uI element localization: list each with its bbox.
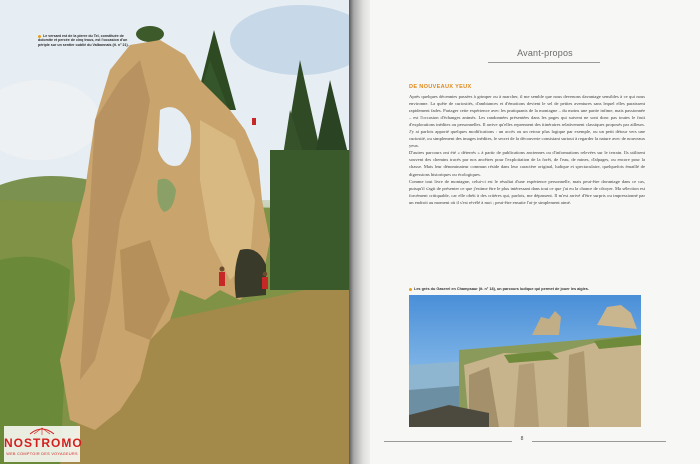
paragraph: Après quelques décennies passées à grimper ou à marcher, il me semble que nous devenons davantage sensibles à ce qui nous environne. La quête de curiosités, d'ambiances et d'émotions devient le sel de petites aventures sans lequel elles paraissent rapidement fades. Partager cette expérience avec les pratiquants de la montagne – du moins une partie infime, mais passionnée – est l'occasion d'échanges animés. Les randonnées présentées dans les pages qui suivent ne sont donc pas toutes le fruit d'explorations inédites ou personnelles. Il arrive qu'elles reprennent des itinéraires relativement classiques proposés par ailleurs. J'y ai parfois apporté quelques modifications : un accès ou un retour plus logique par exemple, ou un petit détour vers une curiosité, ou simplement des images inédites, le secret de la découverte consistant surtout à regarder la nature avec de nouveaux yeux. (409, 94, 645, 149)
caption-bullet-icon (38, 35, 41, 38)
footer-rule-left (384, 441, 512, 442)
photo-caption (38, 34, 130, 47)
cliff-landscape-image (409, 295, 641, 427)
footer-rule-right (532, 441, 666, 442)
cliff-photo-caption (409, 287, 649, 291)
paragraph: D'autres parcours ont été « déterrés » à partir de publications anciennes ou d'informations relevées sur le terrain. Ils utilisent souvent des chemins tracés par nos ancêtres pour l'exploitation de la forêt, de l'eau, de mines, d'alpages, ou encore pour la chasse. Mais leur dénominateur commun réside dans leur caractère original, ludique et spectaculaire, quelquefois émaillé de digressions historiques ou écologiques. (409, 150, 645, 177)
cliff-photo-caption-text: Les grès du Gaserel en Champsaur (it. n° 18), un parcours ludique qui permet de jouer les aigles. (414, 287, 589, 291)
paragraph: Comme tout livre de montagne, celui-ci est le résultat d'une expérience personnelle, mais peut-être davantage dans ce cas, puisqu'il s'agit de présenter ce que j'estime être le plus intéressant dans tout ce que j'ai eu la chance de côtoyer. Ma sélection est forcément critiquable, car elle obéit à des critères qui, parfois, me dépassent. Il m'est arrivé d'être surpris ou impressionné par un endroit au moment où il s'est révélé à moi ; peut-être ensuite l'ai-je simplement aimé. (409, 178, 645, 205)
caption-bullet-icon (409, 288, 412, 291)
chapter-title: Avant-propos (517, 48, 573, 58)
nostromo-logo (4, 426, 83, 462)
foreword-body (409, 93, 645, 206)
page-number: 8 (520, 436, 524, 442)
cliff-photo (409, 295, 641, 427)
photo-caption-text: Le versant est de la pierre du Tel, constituée de dolomite et percée de cinq trous, est l'occasion d'un périple sur un sentier oublié du Valbonnais (it. n° 21). (38, 34, 129, 47)
logo-title: NOSTROMO (4, 436, 83, 450)
section-heading: DE NOUVEAUX YEUX (409, 84, 472, 90)
right-page (370, 0, 700, 464)
chapter-divider (488, 62, 600, 63)
logo-subtitle: WEB COMPTOIR DES VOYAGEURS (6, 452, 78, 456)
